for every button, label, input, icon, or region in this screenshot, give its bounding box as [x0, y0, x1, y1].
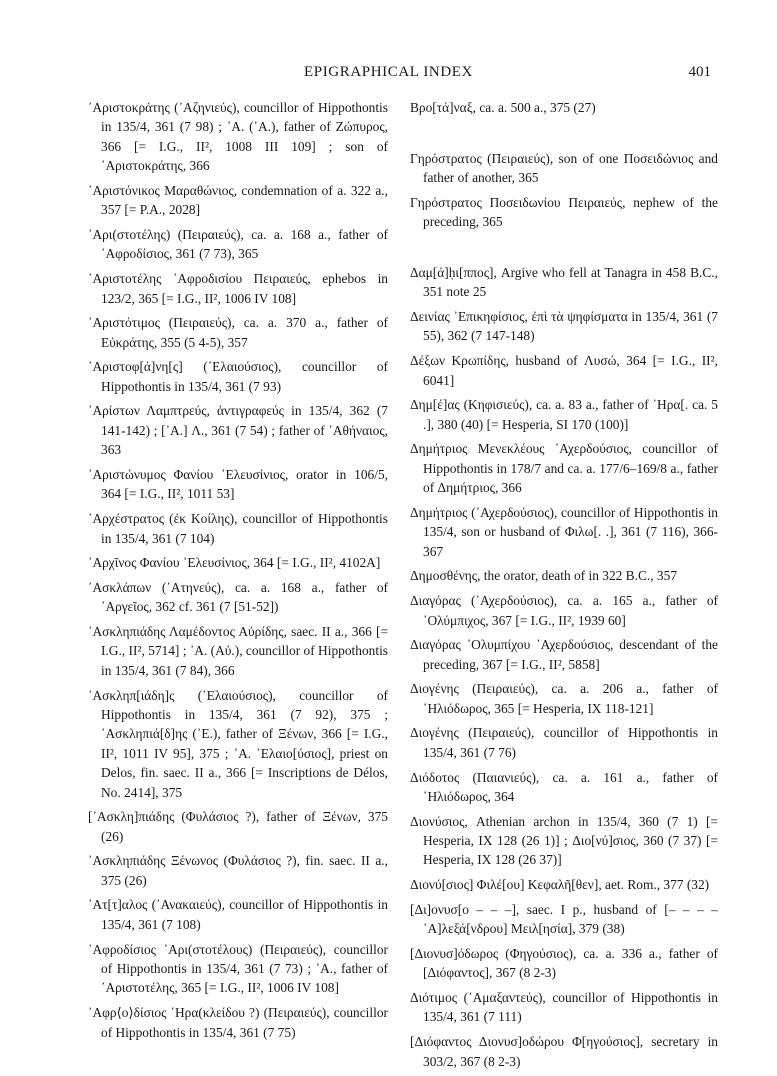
index-entry: Διαγόρας (᾽Αχερδούσιος), ca. a. 165 a., father of ᾽Ολύμπιχος, 367 [= I.G., II², 1939 60]: [410, 593, 718, 628]
index-entry: Διαγόρας ᾽Ολυμπίχου ᾽Αχερδούσιος, descendant of the preceding, 367 [= I.G., II², 5858]: [410, 637, 718, 672]
right-column: [410, 98, 718, 1076]
page-number: 401: [688, 64, 711, 80]
index-entry: ᾽Αρχῖνος Φανίου ᾽Ελευσίνιος, 364 [= I.G., II², 4102A]: [88, 555, 381, 571]
index-entry: Γηρόστρατος Ποσειδωνίου Πειραιεύς, nephew of the preceding, 365: [410, 194, 718, 230]
left-column: [88, 98, 388, 1047]
index-entry: ᾽Αριστότιμος (Πειραιεύς), ca. a. 370 a., father of Εὐκράτης, 355 (5 4-5), 357: [88, 315, 388, 350]
index-entry: ᾽Ασκληπ[ιάδη]ς (᾽Ελαιούσιος), councillor of Hippothontis in 135/4, 361 (7 92), 375 ; ᾽Ασκληπιά[δ]ης (᾽Ε.), father of Ξένων, 366 [= I.G., II², 1011 IV 95], 375 ; ᾽Α. ᾽Ελαιο[ύσιος], priest on Delos, fin. saec. II a., 366 [= Inscriptions de Délos, No. 2414], 375: [88, 687, 388, 800]
index-entry: Δαμ[ά]ḥι[ππος], Argive who fell at Tanagra in 458 B.C., 351 note 25: [410, 264, 718, 300]
index-entry: ᾽Ασκληπιάδης Ξένωνος (Φυλάσιος ?), fin. saec. II a., 375 (26): [88, 853, 388, 888]
index-entry: ᾽Ατ[τ]αλος (᾽Ανακαιεύς), councillor of Hippothontis in 135/4, 361 (7 108): [88, 897, 388, 932]
index-entry: ᾽Αφροδίσιος ᾽Αρι(στοτέλους) (Πειραιεύς), councillor of Hippothontis in 135/4, 361 (7 73) ; ᾽Α., father of ᾽Αριστοτέλης, 365 [= I.G., II², 1006 IV 108]: [88, 941, 388, 996]
index-entry: ᾽Ασκληπιάδης Λαμέδοντος Αὐρίδης, saec. II a., 366 [= I.G., II², 5714] ; ᾽Α. (Αὐ.), councillor of Hippothontis in 135/4, 361 (7 84), 366: [88, 624, 388, 678]
index-entry: Δημ[έ]ας (Κηφισιεύς), ca. a. 83 a., father of ῾Ηρα[. ca. 5 .], 380 (40) [= Hesperia, SI 170 (100)]: [410, 397, 718, 432]
index-entry: ᾽Αριστοκράτης (᾽Αζηνιεύς), councillor of Hippothontis in 135/4, 361 (7 98) ; ᾽Α. (᾽Α.), father of Ζώπυρος, 366 [= I.G., II², 1008 III 109] ; son of ᾽Αριστοκράτης, 366: [88, 100, 388, 174]
page-header: [0, 64, 777, 86]
section-gap: [410, 123, 718, 149]
index-entry: [᾽Ασκλη]πιάδης (Φυλάσιος ?), father of Ξένων, 375 (26): [88, 809, 388, 844]
index-entry: Διονύσιος, Athenian archon in 135/4, 360 (7 1) [= Hesperia, IX 128 (26 1)] ; Διο[νύ]σιος, 360 (7 37) [= Hesperia, IX 128 (26 37)]: [410, 813, 718, 868]
index-entry: [Δι]ονυσ[ο – – –], saec. I p., husband of [– – – – ᾽Α]λεξά[νδρου] Μειλ[ησία], 379 (38): [410, 901, 718, 937]
index-entry: ᾽Αριστόνικος Μαραθώνιος, condemnation of a. 322 a., 357 [= P.A., 2028]: [88, 182, 388, 218]
index-entry: ᾽Αριστοτέλης ᾽Αφροδισίου Πειραιεύς, ephebos in 123/2, 365 [= I.G., II², 1006 IV 108]: [88, 271, 388, 306]
running-title: EPIGRAPHICAL INDEX: [304, 64, 473, 80]
index-entry: ᾽Αριστοφ[ά]νη[ς] (᾽Ελαιούσιος), councillor of Hippothontis in 135/4, 361 (7 93): [88, 359, 388, 394]
index-entry: ᾽Ασκλάπων (᾽Ατηνεύς), ca. a. 168 a., father of ᾽Αργεῖος, 362 cf. 361 (7 [51-52]): [88, 579, 388, 615]
index-entry: Γηρόστρατος (Πειραιεύς), son of one Ποσειδώνιος and father of another, 365: [410, 150, 718, 186]
index-entry: Δεινίας ᾽Επικηφίσιος, ἐπὶ τὰ ψηφίσματα in 135/4, 361 (7 55), 362 (7 147-148): [410, 309, 718, 344]
index-entry: ᾽Αρι(στοτέλης) (Πειραιεύς), ca. a. 168 a., father of ᾽Αφροδίσιος, 361 (7 73), 365: [88, 227, 388, 262]
index-entry: [Διόφαντος Διονυσ]οδώρου Φ[ηγούσιος], secretary in 303/2, 367 (8 2-3): [410, 1034, 718, 1069]
index-entry: Διογένης (Πειραιεύς), ca. a. 206 a., father of ῾Ηλιόδωρος, 365 [= Hesperia, IX 118-121]: [410, 681, 718, 716]
index-entry: ᾽Αρίστων Λαμπτρεύς, ἀντιγραφεύς in 135/4, 362 (7 141-142) ; [᾽Α.] Λ., 361 (7 54) ; father of ᾽Αθήναιος, 363: [88, 403, 388, 458]
index-entry: ᾽Αφρ⟨ο⟩δίσιος ῾Ηρα(κλείδου ?) (Πειραιεύς), councillor of Hippothontis in 135/4, 361 (7 75): [88, 1005, 388, 1040]
index-entry: Διότιμος (᾽Αμαξαντεύς), councillor of Hippothontis in 135/4, 361 (7 111): [410, 990, 718, 1025]
section-gap: [410, 237, 718, 263]
index-entry: ᾽Αριστώνυμος Φανίου ᾽Ελευσίνιος, orator in 106/5, 364 [= I.G., II², 1011 53]: [88, 466, 388, 502]
index-entry: Διόδοτος (Παιανιεύς), ca. a. 161 a., father of ῾Ηλιόδωρος, 364: [410, 769, 718, 804]
index-entry: Δημήτριος Μενεκλέους ᾽Αχερδούσιος, councillor of Hippothontis in 178/7 and ca. a. 177/6–169/8 a., father of Δημήτριος, 366: [410, 441, 718, 496]
index-entry: Διογένης (Πειραιεύς), councillor of Hippothontis in 135/4, 361 (7 76): [410, 725, 718, 760]
index-entry: Δημοσθένης, the orator, death of in 322 B.C., 357: [410, 568, 678, 584]
index-entry: ᾽Αρχέστρατος (ἐκ Κοίλης), councillor of Hippothontis in 135/4, 361 (7 104): [88, 511, 388, 546]
index-entry: Βρο[τά]ναξ, ca. a. 500 a., 375 (27): [410, 100, 596, 115]
index-entry: Δημήτριος (᾽Αχερδούσιος), councillor of Hippothontis in 135/4, son or husband of Φιλω[. .], 361 (7 116), 366-367: [410, 504, 718, 559]
index-entry: Διονύ[σιος] Φιλέ[ου] Κεφαλῆ[θεν], aet. Rom., 377 (32): [410, 877, 710, 893]
index-entry: Δέξων Κρωπίδης, husband of Λυσώ, 364 [= I.G., II², 6041]: [410, 353, 718, 388]
index-entry: [Διονυσ]όδωρος (Φηγούσιος), ca. a. 336 a., father of [Διόφαντος], 367 (8 2-3): [410, 945, 718, 981]
